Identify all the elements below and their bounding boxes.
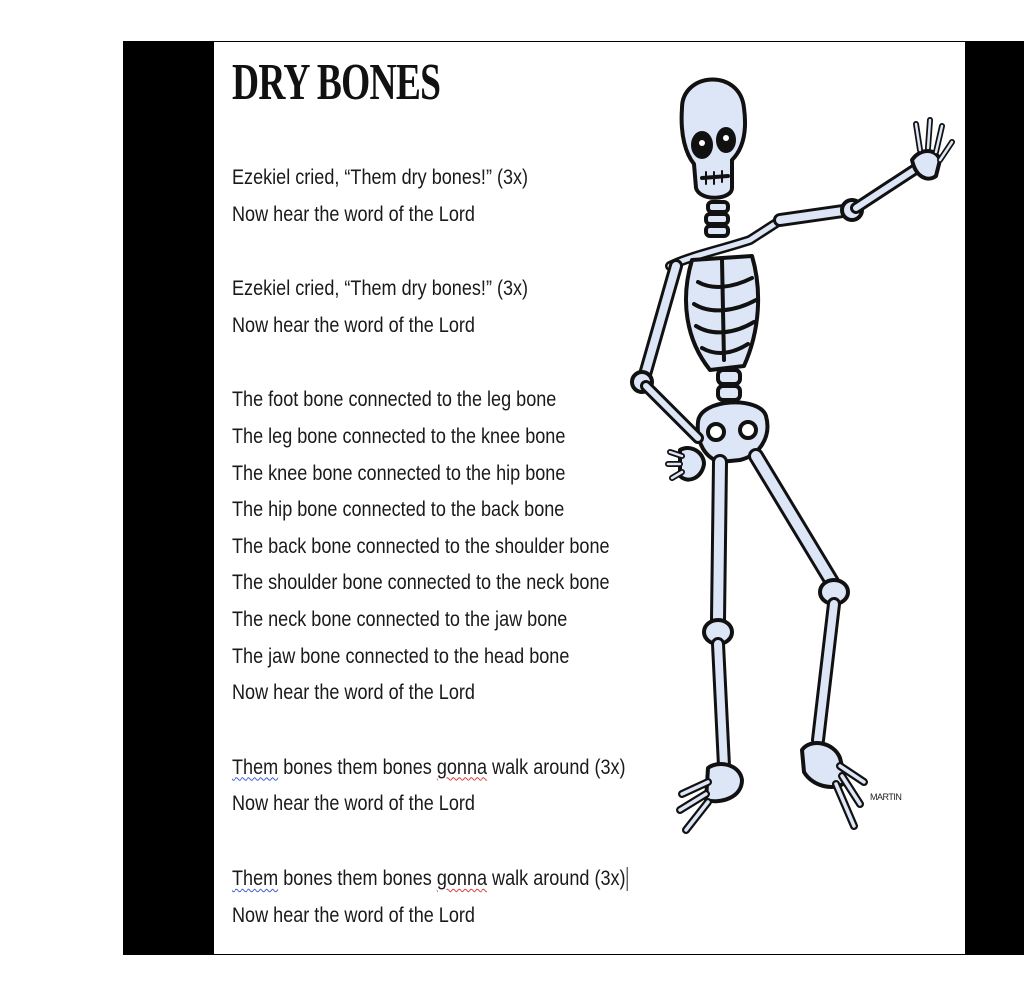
skeleton-illustration xyxy=(620,60,960,860)
stanza-1 xyxy=(232,160,652,233)
lyric-line: Ezekiel cried, “Them dry bones!” (3x) xyxy=(232,277,529,301)
illustration-credit: MARTIN xyxy=(870,792,902,802)
lyric-line: The back bone connected to the shoulder bone xyxy=(232,534,610,558)
stanza-2 xyxy=(232,271,652,344)
lyric-fragment: walk around (3x) xyxy=(487,866,626,890)
spellcheck-word: gonna xyxy=(436,755,488,779)
lyric-line: The neck bone connected to the jaw bone xyxy=(232,607,568,631)
stanza-3 xyxy=(232,382,652,711)
spellcheck-word: Them xyxy=(232,755,279,779)
lyric-line: The jaw bone connected to the head bone xyxy=(232,644,570,668)
lyric-line: Now hear the word of the Lord xyxy=(232,313,475,337)
stanza-5 xyxy=(232,861,652,934)
lyric-fragment: walk around (3x) xyxy=(487,755,626,779)
lyric-line: Now hear the word of the Lord xyxy=(232,202,475,226)
lyric-line: The shoulder bone connected to the neck bone xyxy=(232,571,610,595)
lyric-line xyxy=(232,750,626,787)
lyric-line: The hip bone connected to the back bone xyxy=(232,498,565,522)
lyric-line: Ezekiel cried, “Them dry bones!” (3x) xyxy=(232,166,529,189)
text-cursor xyxy=(626,867,627,891)
lyric-line: Now hear the word of the Lord xyxy=(232,681,475,705)
lyric-line[interactable] xyxy=(232,861,626,898)
stanza-4 xyxy=(232,750,652,823)
spellcheck-word: Them xyxy=(232,866,279,890)
lyric-line: Now hear the word of the Lord xyxy=(232,903,475,927)
lyric-fragment: bones them bones xyxy=(278,755,437,779)
lyric-line: The foot bone connected to the leg bone xyxy=(232,388,557,412)
spellcheck-word: gonna xyxy=(436,866,488,890)
lyric-line: Now hear the word of the Lord xyxy=(232,792,475,816)
lyrics xyxy=(232,160,652,972)
lyric-line: The knee bone connected to the hip bone xyxy=(232,461,566,485)
page-title: DRY BONES xyxy=(232,54,441,111)
lyric-line: The leg bone connected to the knee bone xyxy=(232,424,566,448)
lyric-fragment: bones them bones xyxy=(278,866,437,890)
